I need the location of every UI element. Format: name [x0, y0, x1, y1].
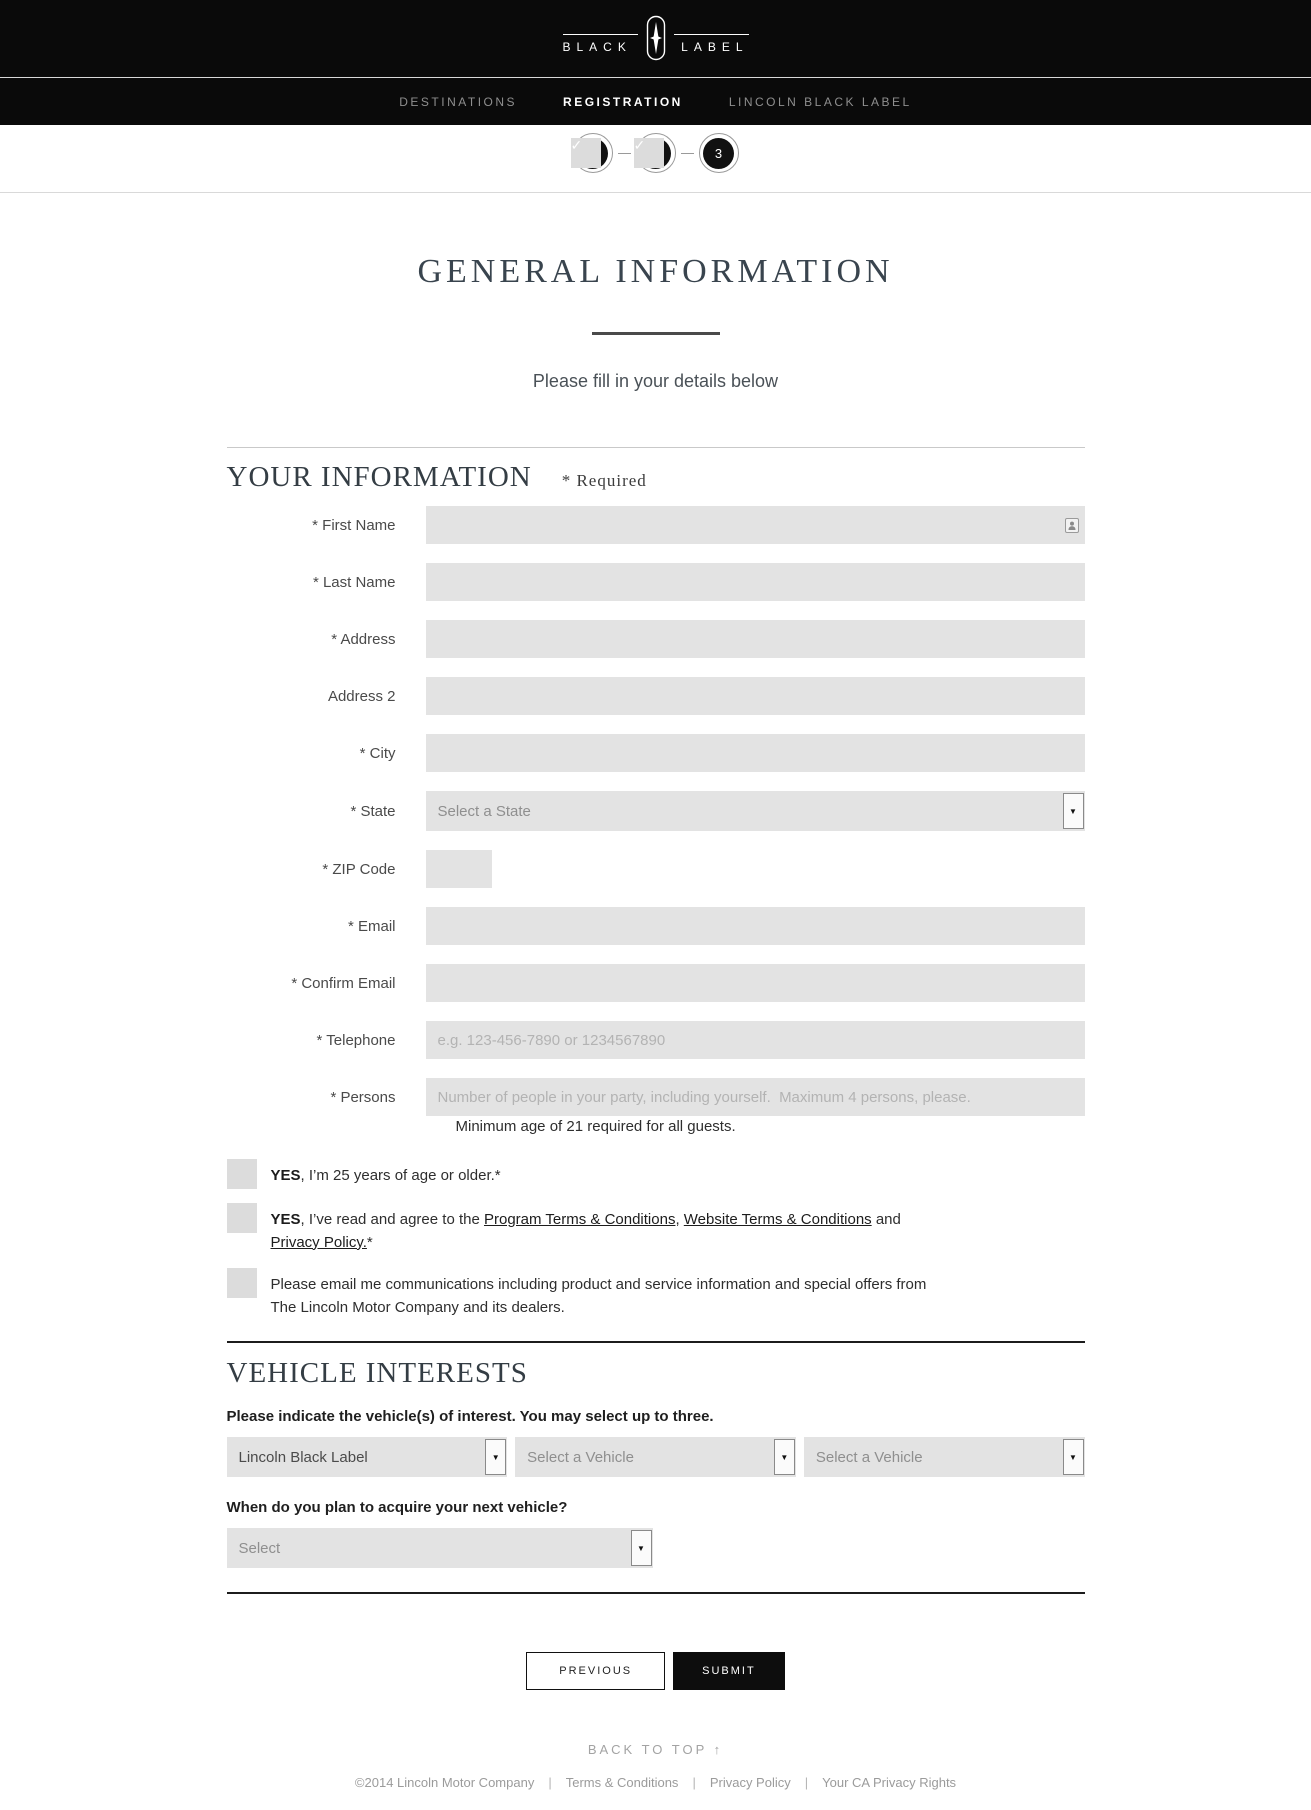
main-nav: [0, 78, 1311, 125]
agree-checkbox-label: YES, I’ve read and agree to the Program Terms & Conditions, Website Terms & Conditions and Privacy Policy.*: [270, 1211, 901, 1251]
copyright: ©2014 Lincoln Motor Company: [354, 1775, 535, 1790]
vehicle-select-2[interactable]: [515, 1437, 796, 1477]
logo-text-label: LABEL: [681, 40, 749, 54]
form-row: [227, 620, 1085, 658]
form-row: [227, 791, 1085, 831]
address2-label: Address 2: [327, 687, 396, 705]
email-label: * Email: [347, 917, 396, 935]
your-information-heading: YOUR INFORMATION: [226, 461, 532, 493]
dropdown-arrow-icon[interactable]: ▼: [631, 1530, 652, 1566]
persons-label: * Persons: [330, 1088, 396, 1106]
section-divider: [227, 447, 1085, 448]
last-name-label: * Last Name: [312, 573, 396, 591]
privacy-policy-link[interactable]: Privacy Policy.: [270, 1233, 367, 1251]
address2-input[interactable]: [426, 677, 1085, 715]
vehicle-select-3-value: Select a Vehicle: [815, 1448, 923, 1466]
address-input[interactable]: [426, 620, 1085, 658]
state-select[interactable]: [426, 791, 1085, 831]
nav-item-lincoln-black-label[interactable]: LINCOLN BLACK LABEL: [728, 94, 912, 109]
vehicle-select-2-value: Select a Vehicle: [527, 1448, 634, 1466]
form-row: [227, 907, 1085, 945]
form-row: [227, 677, 1085, 715]
footer-terms-link[interactable]: Terms & Conditions: [565, 1775, 679, 1790]
section-divider: [227, 1341, 1085, 1343]
check-icon: ✓: [571, 138, 601, 168]
confirm-email-input[interactable]: [426, 964, 1085, 1002]
black-label-logo: [563, 12, 749, 64]
step-1-complete[interactable]: [570, 133, 613, 173]
required-note: * Required: [561, 471, 647, 490]
footer-privacy-link[interactable]: Privacy Policy: [709, 1775, 791, 1790]
header: [0, 0, 1311, 77]
city-label: * City: [359, 744, 396, 762]
page-title: GENERAL INFORMATION: [417, 253, 894, 290]
step-3-number: 3: [714, 145, 723, 161]
dropdown-arrow-icon[interactable]: ▼: [1063, 793, 1084, 829]
up-arrow-icon: ↑: [713, 1742, 724, 1757]
form-row: [227, 850, 1085, 888]
previous-button[interactable]: PREVIOUS: [526, 1652, 665, 1690]
vehicle-instruction: Please indicate the vehicle(s) of interest. You may select up to three.: [226, 1408, 714, 1425]
age-note: Minimum age of 21 required for all guests.: [455, 1118, 736, 1135]
age-checkbox[interactable]: [227, 1159, 257, 1189]
submit-button[interactable]: SUBMIT: [673, 1652, 785, 1690]
state-select-value: Select a State: [437, 802, 531, 820]
telephone-label: * Telephone: [316, 1031, 396, 1049]
form-row: [227, 734, 1085, 772]
acquire-question: When do you plan to acquire your next vehicle?: [226, 1499, 568, 1516]
form-row: [227, 506, 1085, 544]
form-row: [227, 964, 1085, 1002]
program-terms-link[interactable]: Program Terms & Conditions: [483, 1211, 676, 1228]
agree-checkbox[interactable]: [227, 1203, 257, 1233]
checkbox-row-age: [227, 1159, 1085, 1189]
checkbox-row-agree: [227, 1203, 1085, 1254]
header-rule: [0, 192, 1311, 193]
autofill-icon[interactable]: [1065, 518, 1079, 533]
form-row: [227, 563, 1085, 601]
vehicle-interests-heading: VEHICLE INTERESTS: [226, 1357, 528, 1389]
progress-steps: [0, 133, 1311, 173]
step-connector: [681, 153, 694, 154]
vehicle-select-1[interactable]: [227, 1437, 508, 1477]
vehicle-select-1-value: Lincoln Black Label: [238, 1448, 368, 1466]
nav-item-destinations[interactable]: DESTINATIONS: [399, 94, 518, 109]
telephone-input[interactable]: [426, 1021, 1085, 1059]
persons-input[interactable]: [426, 1078, 1085, 1116]
back-to-top-link[interactable]: BACK TO TOP ↑: [587, 1742, 724, 1757]
step-2-complete[interactable]: [633, 133, 676, 173]
email-input[interactable]: [426, 907, 1085, 945]
footer: ©2014 Lincoln Motor Company | Terms & Conditions | Privacy Policy | Your CA Privacy Rights: [354, 1775, 957, 1790]
first-name-label: * First Name: [312, 516, 396, 534]
age-checkbox-label: YES, I’m 25 years of age or older.*: [270, 1167, 501, 1184]
checkbox-row-email-optin: [227, 1268, 1085, 1319]
nav-item-registration[interactable]: REGISTRATION: [563, 94, 683, 109]
dropdown-arrow-icon[interactable]: ▼: [774, 1439, 795, 1475]
section-divider: [227, 1592, 1085, 1594]
dropdown-arrow-icon[interactable]: ▼: [1063, 1439, 1084, 1475]
step-3-current[interactable]: [699, 133, 739, 173]
logo-text-black: BLACK: [562, 40, 632, 54]
first-name-input[interactable]: [426, 506, 1085, 544]
check-icon: ✓: [634, 138, 664, 168]
email-optin-label: Please email me communications including product and service information and special offers from The Lincoln Motor Company and its dealers.: [270, 1276, 927, 1316]
zip-code-input[interactable]: [426, 850, 492, 888]
website-terms-link[interactable]: Website Terms & Conditions: [683, 1211, 872, 1228]
dropdown-arrow-icon[interactable]: ▼: [485, 1439, 506, 1475]
form-row: [227, 1021, 1085, 1059]
email-optin-checkbox[interactable]: [227, 1268, 257, 1298]
form-row: [227, 1078, 1085, 1116]
confirm-email-label: * Confirm Email: [291, 974, 396, 992]
city-input[interactable]: [426, 734, 1085, 772]
zip-code-label: * ZIP Code: [322, 860, 396, 878]
page-subtitle: Please fill in your details below: [532, 371, 779, 391]
acquire-select-value: Select: [238, 1539, 281, 1557]
vehicle-select-3[interactable]: [804, 1437, 1085, 1477]
acquire-select[interactable]: [227, 1528, 653, 1568]
state-label: * State: [350, 802, 396, 820]
last-name-input[interactable]: [426, 563, 1085, 601]
address-label: * Address: [331, 630, 396, 648]
lincoln-emblem-icon: [638, 12, 674, 64]
step-connector: [618, 153, 631, 154]
title-divider: [592, 332, 720, 335]
footer-ca-privacy-link[interactable]: Your CA Privacy Rights: [822, 1775, 957, 1790]
